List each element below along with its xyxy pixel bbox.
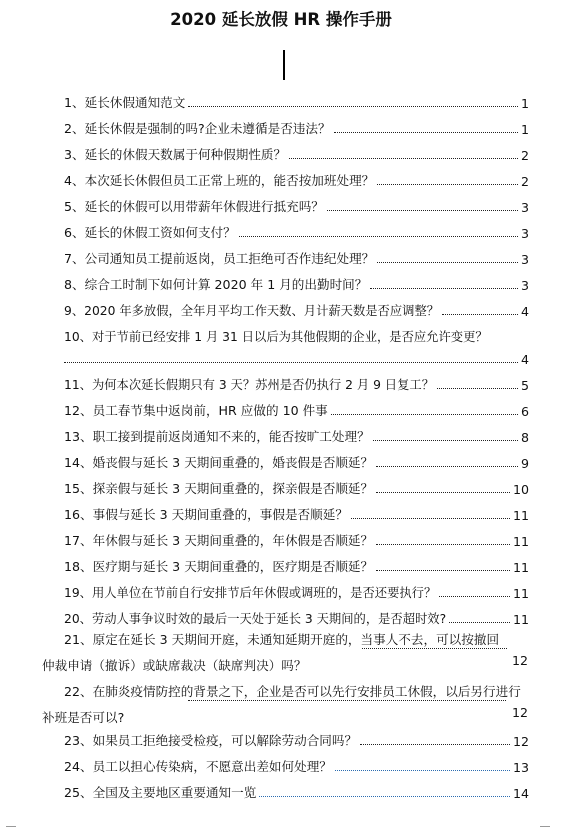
toc-entry-text: 12、员工春节集中返岗前，HR 应做的 10 件事: [64, 403, 328, 418]
leader-dots: [376, 544, 510, 545]
toc-page-number: 2: [520, 148, 529, 163]
toc-entry-text: 10、对于节前已经安排 1 月 31 日以后为其他假期的企业，是否应允许变更？: [64, 330, 488, 344]
toc-page-number: 1: [520, 122, 529, 137]
toc-page-number: 4: [520, 352, 529, 367]
toc-entry-text: 19、用人单位在节前自行安排节后年休假或调班的，是否还要执行？: [64, 586, 437, 600]
toc-page-number: 10: [512, 482, 529, 497]
toc-entry[interactable]: [64, 479, 529, 497]
toc-entry[interactable]: [64, 375, 529, 393]
toc-page-number: 12: [512, 653, 529, 668]
toc-page-number: 14: [512, 786, 529, 801]
toc-page-number: 5: [520, 378, 529, 393]
toc-page-number: 1: [520, 96, 529, 111]
toc-entry[interactable]: [64, 609, 529, 627]
leader-dots: [377, 262, 518, 263]
leader-dots: [239, 236, 518, 237]
leader-dots: [442, 314, 518, 315]
toc-entry[interactable]: [64, 327, 529, 345]
leader-dots: [327, 210, 518, 211]
toc-entry-continuation[interactable]: [64, 349, 529, 367]
toc-page-number: 11: [512, 508, 529, 523]
toc-page-number: 12: [512, 734, 529, 749]
leader-dots: [351, 518, 510, 519]
leader-dots: [335, 770, 510, 771]
toc-page-number: 11: [512, 612, 529, 627]
toc-page-number: 3: [520, 226, 529, 241]
leader-dots: [360, 744, 510, 745]
toc-entry-text: 9、2020 年多放假，全年月平均工作天数、月计薪天数是否应调整？: [64, 304, 440, 318]
toc-entry[interactable]: [64, 505, 529, 523]
leader-dots: [188, 106, 518, 107]
text-cursor: [283, 50, 285, 80]
toc-entry[interactable]: [42, 679, 529, 731]
toc-entry-text: 14、婚丧假与延长 3 天期间重叠的，婚丧假是否顺延？: [64, 455, 374, 470]
toc-leader: [362, 648, 507, 649]
toc-entry[interactable]: [42, 627, 507, 679]
leader-dots: [376, 466, 518, 467]
toc-entry[interactable]: [64, 583, 529, 601]
toc-page-number: 4: [520, 304, 529, 319]
toc-entry-text: 15、探亲假与延长 3 天期间重叠的，探亲假是否顺延？: [64, 481, 374, 496]
toc-page-number: 8: [520, 430, 529, 445]
toc-page-number: 13: [512, 760, 529, 775]
toc-entry-text: 16、事假与延长 3 天期间重叠的，事假是否顺延？: [64, 507, 348, 522]
toc-entry-text: 23、如果员工拒绝接受检疫，可以解除劳动合同吗？: [64, 733, 358, 748]
leader-dots: [334, 132, 518, 133]
leader-dots: [439, 596, 510, 597]
toc-entry[interactable]: [64, 731, 529, 749]
toc-entry[interactable]: [64, 171, 529, 189]
toc-entry-text: 21、原定在延长 3 天期间开庭，未通知延期开庭的，当事人不去，可以按撤回仲裁申请（撤诉）或缺席裁决（缺席判决）吗？: [42, 632, 500, 673]
toc-entry-text: 1、延长休假通知范文: [64, 95, 186, 110]
leader-dots: [370, 288, 518, 289]
toc-entry[interactable]: [64, 275, 529, 293]
toc-entry-text: 3、延长的休假天数属于何种假期性质？: [64, 147, 287, 162]
toc-page-number: 3: [520, 278, 529, 293]
toc-entry-text: 5、延长的休假可以用带薪年休假进行抵充吗？: [64, 199, 324, 214]
leader-dots: [377, 184, 518, 185]
toc-entry-text: 22、在肺炎疫情防控的背景之下，企业是否可以先行安排员工休假，以后另行进行补班是否可以?: [42, 684, 521, 725]
toc-entry[interactable]: [64, 531, 529, 549]
toc-entry[interactable]: [64, 93, 529, 111]
leader-dots: [437, 388, 518, 389]
toc-entry-text: 13、职工接到提前返岗通知不来的，能否按旷工处理？: [64, 429, 370, 444]
toc-page-number: 11: [512, 560, 529, 575]
leader-dots: [331, 414, 518, 415]
toc-page-number: 6: [520, 404, 529, 419]
leader-dots: [373, 440, 518, 441]
toc-entry[interactable]: [64, 783, 529, 801]
toc-entry[interactable]: [64, 223, 529, 241]
toc-entry[interactable]: [64, 301, 529, 319]
toc-entry[interactable]: [64, 119, 529, 137]
toc-entry[interactable]: [64, 427, 529, 445]
toc-page-number: 9: [520, 456, 529, 471]
toc-page-number: 3: [520, 200, 529, 215]
toc-entry-text: 8、综合工时制下如何计算 2020 年 1 月的出勤时间？: [64, 277, 368, 292]
toc-page-number: 3: [520, 252, 529, 267]
toc-entry[interactable]: [64, 197, 529, 215]
toc-leader: [188, 700, 506, 701]
toc-entry-text: 17、年休假与延长 3 天期间重叠的，年休假是否顺延？: [64, 533, 374, 548]
document-title: 2020 延长放假 HR 操作手册: [170, 10, 392, 29]
page-corner-mark: [6, 826, 16, 827]
toc-page-number: 11: [512, 534, 529, 549]
toc-entry-text: 4、本次延长休假但员工正常上班的，能否按加班处理？: [64, 173, 375, 188]
toc-page-number: 2: [520, 174, 529, 189]
leader-dots: [376, 492, 510, 493]
toc-page-number: 12: [512, 705, 529, 720]
leader-dots: [259, 796, 510, 797]
toc-entry-text: 18、医疗期与延长 3 天期间重叠的，医疗期是否顺延？: [64, 559, 374, 574]
toc-entry-text: 25、全国及主要地区重要通知一览: [64, 785, 257, 800]
leader-dots: [64, 362, 518, 363]
toc-entry-text: 24、员工以担心传染病，不愿意出差如何处理？: [64, 759, 332, 774]
toc-entry-text: 6、延长的休假工资如何支付？: [64, 225, 236, 240]
toc-entry[interactable]: [64, 453, 529, 471]
leader-dots: [449, 622, 510, 623]
toc-entry[interactable]: [64, 249, 529, 267]
toc-entry-text: 20、劳动人事争议时效的最后一天处于延长 3 天期间的，是否超时效?: [64, 612, 447, 626]
leader-dots: [289, 158, 518, 159]
toc-entry[interactable]: [64, 145, 529, 163]
toc-entry[interactable]: [64, 757, 529, 775]
leader-dots: [376, 570, 510, 571]
toc-page-number: 11: [512, 586, 529, 601]
toc-entry-text: 7、公司通知员工提前返岗，员工拒绝可否作违纪处理？: [64, 251, 375, 266]
toc-entry[interactable]: [64, 557, 529, 575]
page-corner-mark: [540, 826, 550, 827]
toc-entry-text: 11、为何本次延长假期只有 3 天？苏州是否仍执行 2 月 9 日复工？: [64, 378, 434, 392]
toc-entry-text: 2、延长休假是强制的吗?企业未遵循是否违法？: [64, 121, 331, 136]
toc-entry[interactable]: [64, 401, 529, 419]
